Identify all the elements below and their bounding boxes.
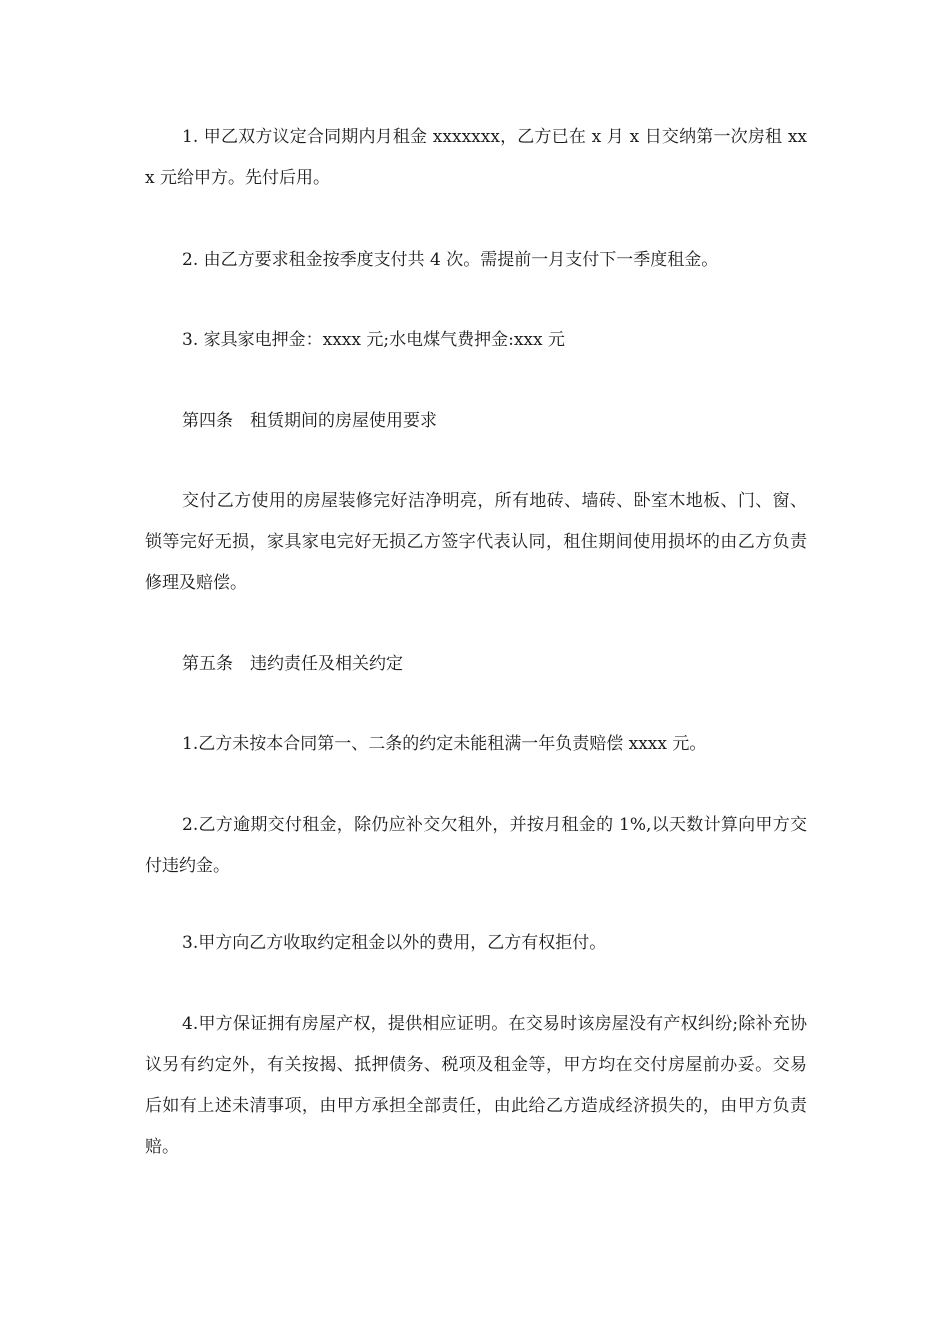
clause-rent-payment: 1. 甲乙双方议定合同期内月租金 xxxxxxx，乙方已在 x 月 x 日交纳第一次房租 xxx 元给甲方。先付后用。 xyxy=(145,127,807,188)
liability-clause-4: 4.甲方保证拥有房屋产权，提供相应证明。在交易时该房屋没有产权纠纷;除补充协议另有约定外，有关按揭、抵押债务、税项及租金等，甲方均在交付房屋前办妥。交易后如有上述未清事项，由甲方承担全部责任，由此给乙方造成经济损失的，由甲方负责赔。 xyxy=(145,1014,807,1157)
clause-quarterly-payment: 2. 由乙方要求租金按季度支付共 4 次。需提前一月支付下一季度租金。 xyxy=(182,250,719,270)
liability-clause-3: 3.甲方向乙方收取约定租金以外的费用，乙方有权拒付。 xyxy=(182,933,607,953)
clause-deposits: 3. 家具家电押金：xxxx 元;水电煤气费押金:xxx 元 xyxy=(182,330,565,350)
liability-clause-2: 2.乙方逾期交付租金，除仍应补交欠租外，并按月租金的 1%,以天数计算向甲方交付违约金。 xyxy=(145,815,807,876)
article-five-heading: 第五条 违约责任及相关约定 xyxy=(182,654,403,674)
article-four-heading: 第四条 租赁期间的房屋使用要求 xyxy=(182,411,437,431)
liability-clause-1: 1.乙方未按本合同第一、二条的约定未能租满一年负责赔偿 xxxx 元。 xyxy=(182,734,707,754)
article-four-body: 交付乙方使用的房屋装修完好洁净明亮，所有地砖、墙砖、卧室木地板、门、窗、锁等完好无损，家具家电完好无损乙方签字代表认同，租住期间使用损坏的由乙方负责修理及赔偿。 xyxy=(145,491,807,593)
